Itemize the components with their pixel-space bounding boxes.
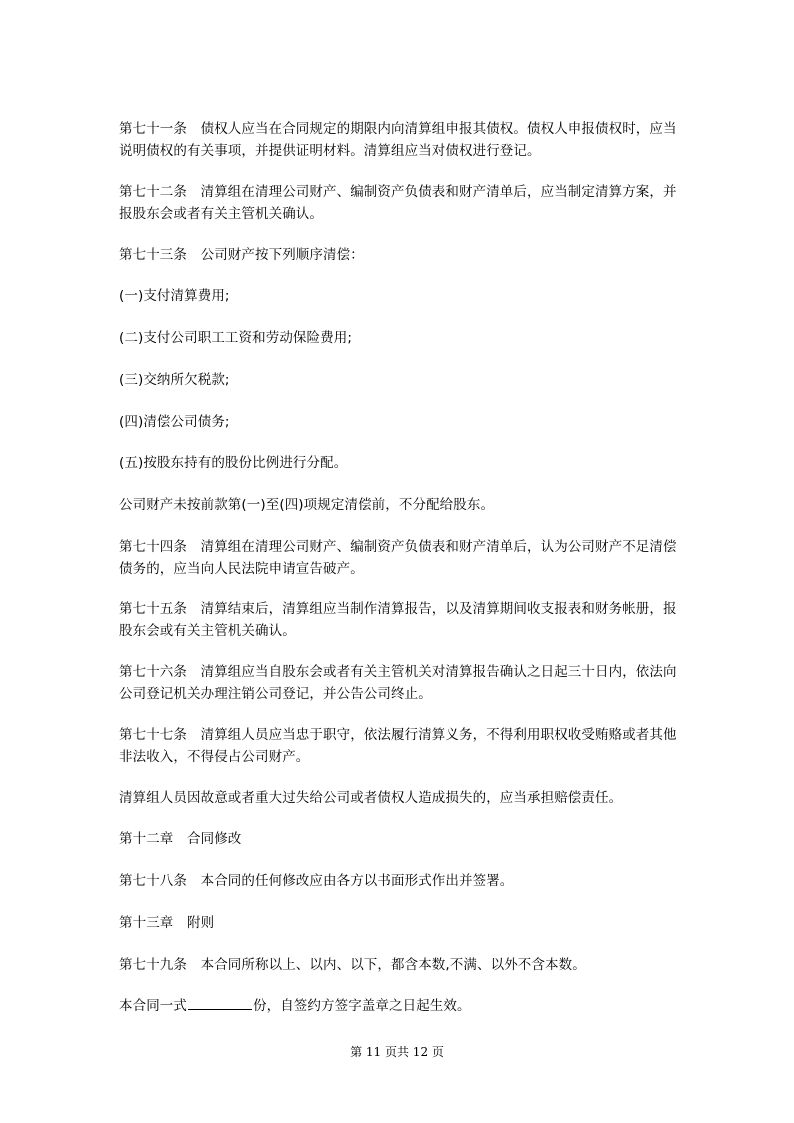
chapter-13-heading: 第十三章 附则 — [119, 915, 215, 931]
article-73-note: 公司财产未按前款第(一)至(四)项规定清偿前，不分配给股东。 — [119, 497, 495, 513]
article-71: 第七十一条 债权人应当在合同规定的期限内向清算组申报其债权。债权人申报债权时，应当说明债权的有关事项，并提供证明材料。清算组应当对债权进行登记。 — [119, 121, 677, 159]
article-73: 第七十三条 公司财产按下列顺序清偿： — [119, 247, 364, 263]
article-79: 第七十九条 本合同所称以上、以内、以下，都含本数,不满、以外不含本数。 — [119, 957, 586, 973]
article-75: 第七十五条 清算结束后，清算组应当制作清算报告，以及清算期间收支报表和财务帐册，报股东会或有关主管机关确认。 — [119, 601, 677, 639]
article-76: 第七十六条 清算组应当自股东会或者有关主管机关对清算报告确认之日起三十日内，依法向公司登记机关办理注销公司登记，并公告公司终止。 — [119, 664, 677, 702]
article-77-note: 清算组人员因故意或者重大过失给公司或者债权人造成损失的，应当承担赔偿责任。 — [119, 790, 623, 806]
page-footer: 第 11 页共 12 页 — [350, 1045, 444, 1059]
article-77: 第七十七条 清算组人员应当忠于职守，依法履行清算义务，不得利用职权收受贿赂或者其他非法收入，不得侵占公司财产。 — [119, 727, 677, 765]
chapter-12-heading: 第十二章 合同修改 — [119, 831, 242, 847]
article-74: 第七十四条 清算组在清理公司财产、编制资产负债表和财产清单后，认为公司财产不足清偿债务的，应当向人民法院申请宣告破产。 — [119, 539, 677, 577]
list-item-1: (一)支付清算费用; — [119, 288, 230, 304]
list-item-2: (二)支付公司职工工资和劳动保险费用; — [119, 330, 352, 346]
copies-blank — [188, 995, 252, 1010]
list-item-4: (四)清偿公司债务; — [119, 414, 230, 430]
list-item-5: (五)按股东持有的股份比例进行分配。 — [119, 455, 348, 471]
article-72: 第七十二条 清算组在清理公司财产、编制资产负债表和财产清单后，应当制定清算方案，并报股东会或者有关主管机关确认。 — [119, 184, 677, 222]
list-item-3: (三)交纳所欠税款; — [119, 372, 230, 388]
copies-clause-after: 份，自签约方签字盖章之日起生效。 — [253, 998, 471, 1014]
article-78: 第七十八条 本合同的任何修改应由各方以书面形式作出并签署。 — [119, 873, 514, 889]
copies-clause-before: 本合同一式 — [119, 998, 187, 1014]
copies-clause — [119, 995, 679, 1017]
